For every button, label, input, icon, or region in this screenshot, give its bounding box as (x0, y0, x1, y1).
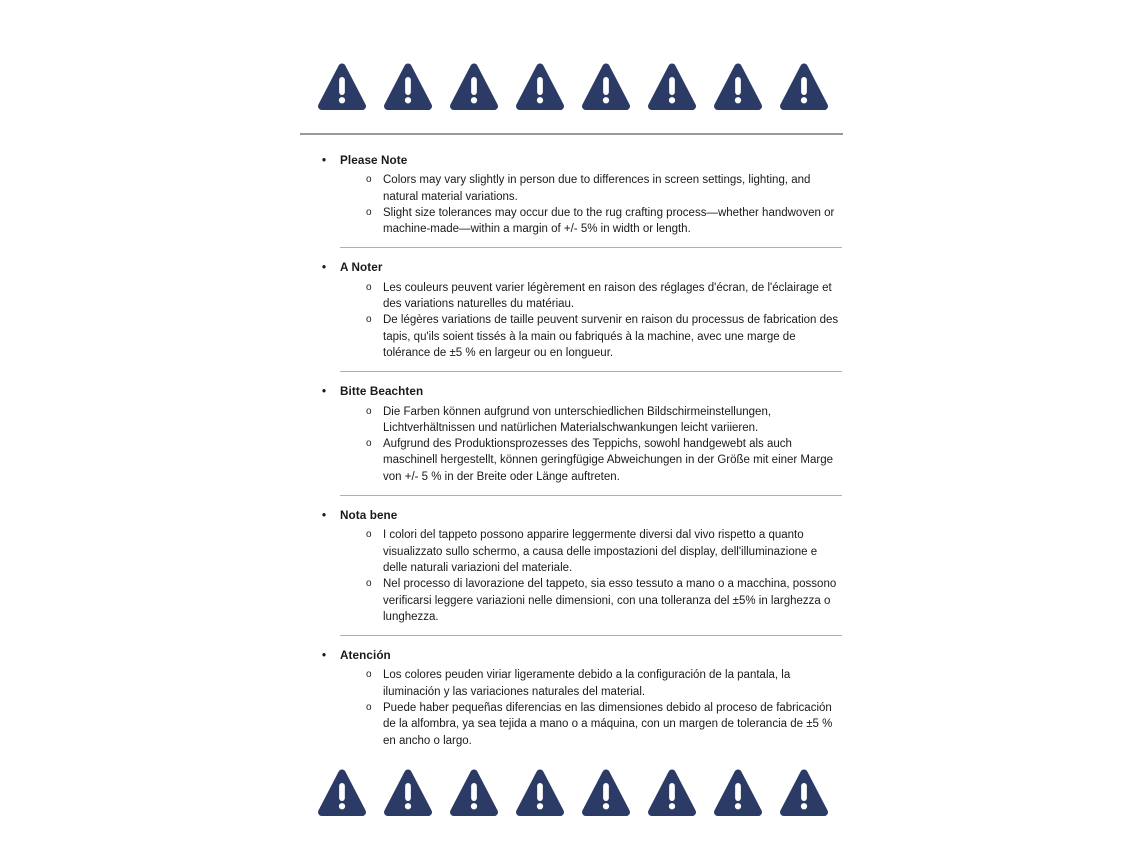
bullet-marker: • (322, 386, 327, 399)
section-title: Bitte Beachten (340, 385, 424, 399)
warning-triangle-exclamation-icon (516, 60, 564, 112)
note-item (300, 172, 845, 205)
section-divider (340, 371, 842, 372)
section-title: Nota bene (340, 509, 398, 523)
warning-icons-row-top (300, 60, 845, 112)
section-heading (300, 384, 845, 400)
warning-triangle-exclamation-icon (318, 766, 366, 818)
warning-triangle-exclamation-icon (582, 60, 630, 112)
notes-list (300, 404, 845, 485)
note-item (300, 280, 845, 313)
section-divider (340, 495, 842, 496)
warning-triangle-exclamation-icon (714, 60, 762, 112)
note-item (300, 527, 845, 576)
language-section (300, 260, 845, 372)
warning-triangle-exclamation-icon (780, 60, 828, 112)
warning-triangle-exclamation-icon (384, 60, 432, 112)
top-divider (300, 133, 843, 135)
note-item (300, 436, 845, 485)
bullet-marker: • (322, 262, 327, 275)
note-text: Colors may vary slightly in person due to differences in screen settings, lighting, and natural material variations. (383, 174, 811, 203)
section-title: Please Note (340, 154, 408, 167)
note-text: De légères variations de taille peuvent survenir en raison du processus de fabrication des tapis, qu'ils soient tissés à la main ou fabriqués à la machine, avec une marge de tolérance de ±5 % en largeur ou en longueur. (383, 314, 839, 359)
note-item (300, 576, 845, 625)
bullet-marker: • (322, 510, 327, 523)
section-divider (340, 247, 842, 248)
note-text: Les couleurs peuvent varier légèrement en raison des réglages d'écran, de l'éclairage et des variations naturelles du matériau. (383, 281, 832, 311)
section-heading (300, 153, 845, 169)
warning-triangle-exclamation-icon (648, 60, 696, 112)
notes-list (300, 527, 845, 625)
warning-triangle-exclamation-icon (780, 766, 828, 818)
warning-triangle-exclamation-icon (648, 766, 696, 818)
language-section (300, 648, 845, 749)
warning-triangle-exclamation-icon (582, 766, 630, 818)
warning-icons-row-bottom (300, 766, 845, 818)
note-text: Los colores peuden viriar ligeramente debido a la configuración de la pantala, la iluminación y las variaciones naturales del material. (383, 669, 791, 698)
language-section (300, 384, 845, 496)
note-item (300, 700, 845, 749)
section-heading (300, 260, 845, 276)
warning-triangle-exclamation-icon (450, 766, 498, 818)
warning-triangle-exclamation-icon (318, 60, 366, 112)
sub-bullet-marker: o (366, 578, 372, 590)
bullet-marker: • (322, 650, 327, 663)
notes-list (300, 280, 845, 361)
warning-triangle-exclamation-icon (384, 766, 432, 818)
note-item (300, 404, 845, 437)
sub-bullet-marker: o (366, 174, 372, 186)
language-section (300, 153, 845, 248)
note-text: I colori del tappeto possono apparire leggermente diversi dal vivo rispetto a quanto visualizzato sullo schermo, a causa delle impostazioni del display, dell'illuminazione e delle naturali variazioni del materiale. (383, 529, 818, 574)
note-text: Die Farben können aufgrund von unterschiedlichen Bildschirmeinstellungen, Lichtverhältnissen und natürlichen Materialschwankungen leicht variieren. (383, 405, 772, 434)
bullet-marker: • (322, 155, 327, 167)
warning-triangle-exclamation-icon (516, 766, 564, 818)
section-title: A Noter (340, 261, 383, 275)
note-item (300, 312, 845, 361)
warning-triangle-exclamation-icon (714, 766, 762, 818)
sub-bullet-marker: o (366, 405, 372, 417)
notes-list (300, 667, 845, 748)
section-divider (340, 635, 842, 636)
sub-bullet-marker: o (366, 314, 372, 326)
note-text: Nel processo di lavorazione del tappeto, sia esso tessuto a mano o a macchina, possono verificarsi leggere variazioni nelle dimensioni, con una tolleranza del ±5% in larghezza o lunghezza. (383, 578, 837, 623)
sub-bullet-marker: o (366, 529, 372, 541)
sub-bullet-marker: o (366, 206, 372, 218)
section-title: Atención (340, 649, 391, 663)
note-text: Slight size tolerances may occur due to the rug crafting process—whether handwoven or machine-made—within a margin of +/- 5% in width or length. (383, 206, 835, 236)
language-section (300, 508, 845, 636)
sub-bullet-marker: o (366, 702, 372, 714)
note-text: Aufgrund des Produktionsprozesses des Teppichs, sowohl handgewebt als auch maschinell hergestellt, können geringfügige Abweichungen in der Größe mit einer Marge von +/- 5 % in der Breite oder Länge auftreten. (383, 438, 834, 483)
note-item (300, 205, 845, 238)
sub-bullet-marker: o (366, 281, 372, 293)
section-heading (300, 508, 845, 524)
notes-list (300, 172, 845, 237)
note-text: Puede haber pequeñas diferencias en las dimensiones debido al proceso de fabricación de la alfombra, ya sea tejida a mano o a máquina, con un margen de tolerancia de ±5 % en ancho o largo. (383, 702, 833, 747)
sections-list (300, 153, 845, 749)
sub-bullet-marker: o (366, 669, 372, 681)
note-item (300, 667, 845, 700)
section-heading (300, 648, 845, 664)
sub-bullet-marker: o (366, 438, 372, 450)
warning-triangle-exclamation-icon (450, 60, 498, 112)
content-column (300, 0, 845, 818)
